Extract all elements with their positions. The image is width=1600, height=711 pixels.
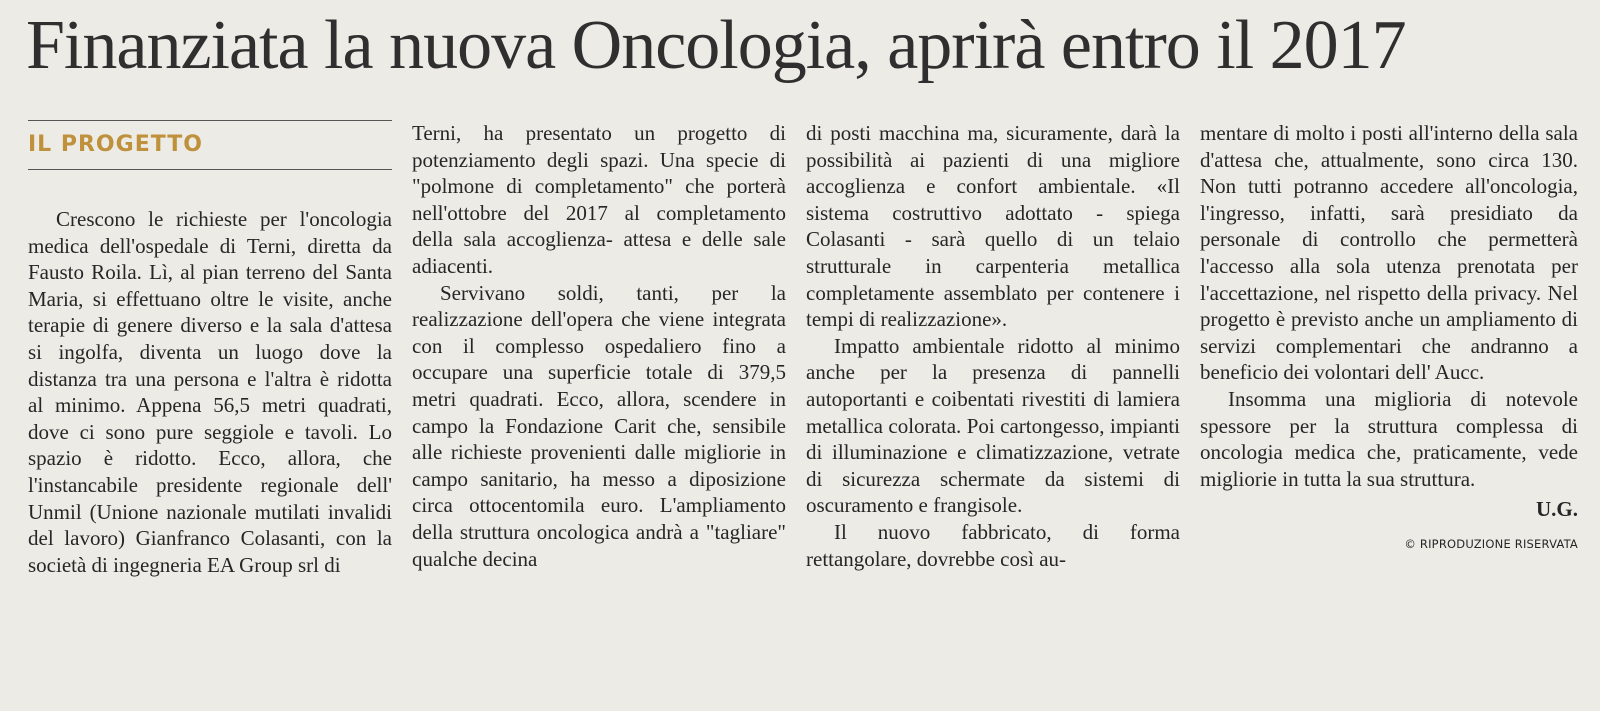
article-column-4 <box>1200 120 1578 690</box>
paragraph: Crescono le richieste per l'oncologia medica dell'ospedale di Terni, diretta da Fausto Roila. Lì, al pian terreno del Santa Maria, si effettuano oltre le visite, anche terapie di genere diverso e la sala d'attesa si ingolfa, diventa un luogo dove la distanza tra una persona e l'altra è ridotta al minimo. Appena 56,5 metri quadrati, dove ci sono pure seggiole e tavoli. Lo spazio è ridotto. Ecco, allora, che l'instancabile presidente regionale dell' Unmil (Unione nazionale mutilati invalidi del lavoro) Gianfranco Colasanti, con la società di ingegneria EA Group srl di <box>28 207 392 577</box>
paragraph: Servivano soldi, tanti, per la realizzazione dell'opera che viene integrata con il complesso ospedaliero fino a occupare una superficie totale di 379,5 metri quadrati. Ecco, allora, scendere in campo la Fondazione Carit che, sensibile alle richieste provenienti dalle migliorie in campo sanitario, ha messo a diposizione circa ottocentomila euro. L'ampliamento della struttura oncologica andrà a "tagliare" qualche decina <box>412 280 786 571</box>
section-kicker-block <box>28 120 392 206</box>
author-signature: U.G. <box>1536 497 1578 522</box>
paragraph: Il nuovo fabbricato, di forma rettangolare, dovrebbe così au- <box>806 519 1180 571</box>
article-column-1 <box>28 120 392 690</box>
paragraph: Impatto ambientale ridotto al minimo anche per la presenza di pannelli autoportanti e coibentati rivestiti di lamiera metallica colorata. Poi cartongesso, impianti di illuminazione e climatizzazione, vetrate di sicurezza schermate da sistemi di oscuramento e frangisole. <box>806 333 1180 518</box>
kicker-rule-bottom <box>28 169 392 170</box>
article-column-2 <box>412 120 786 690</box>
paragraph: di posti macchina ma, sicuramente, darà la possibilità ai pazienti di una migliore accoglienza e confort ambientale. «Il sistema costruttivo adottato - spiega Colasanti - sarà quello di un telaio strutturale in carpenteria metallica completamente assemblato per contenere i tempi di realizzazione». <box>806 121 1180 332</box>
article-column-3 <box>806 120 1180 690</box>
copyright-notice: © RIPRODUZIONE RISERVATA <box>1404 536 1578 551</box>
article-headline: Finanziata la nuova Oncologia, aprirà entro il 2017 <box>26 7 1406 84</box>
section-kicker: IL PROGETTO <box>28 132 203 157</box>
paragraph: Insomma una miglioria di notevole spessore per la struttura complessa di oncologia medica che, praticamente, vede migliorie in tutta la sua struttura. <box>1200 386 1578 491</box>
paragraph: mentare di molto i posti all'interno della sala d'attesa che, attualmente, sono circa 130. Non tutti potranno accedere all'oncologia, l'ingresso, infatti, sarà presidiato da personale di controllo che permetterà l'accesso alla sola utenza prenotata per l'accettazione, nel rispetto della privacy. Nel progetto è previsto anche un ampliamento di servizi complementari che andranno a beneficio dei volontari dell' Aucc. <box>1200 121 1578 385</box>
kicker-rule-top <box>28 120 392 121</box>
paragraph: Terni, ha presentato un progetto di potenziamento degli spazi. Una specie di "polmone di completamento" che porterà nell'ottobre del 2017 al completamento della sala accoglienza- attesa e delle sale adiacenti. <box>412 121 786 278</box>
